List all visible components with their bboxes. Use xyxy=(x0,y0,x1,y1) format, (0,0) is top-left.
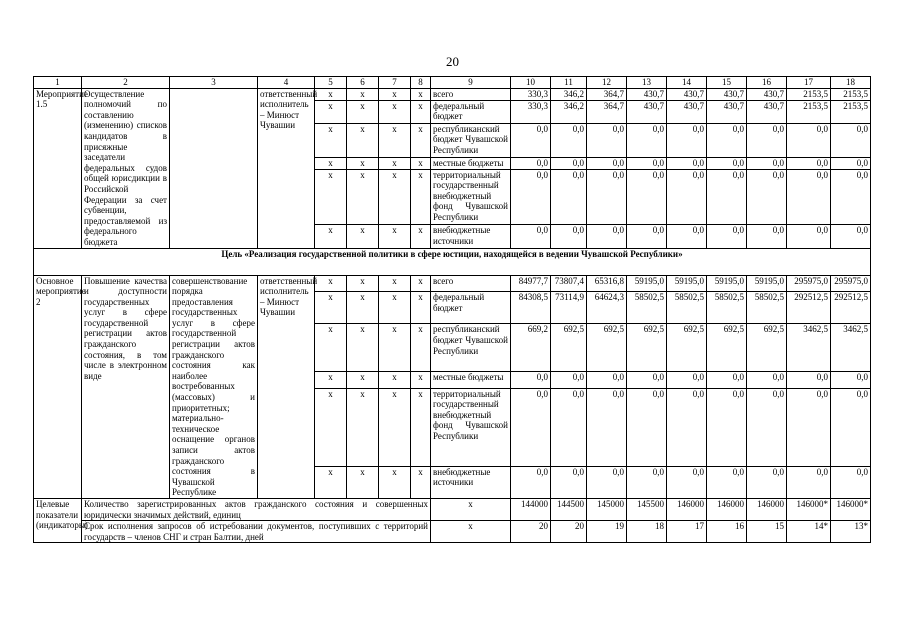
value-cell: 0,0 xyxy=(667,466,707,498)
code-cell: x xyxy=(315,100,347,123)
value-cell: 0,0 xyxy=(787,157,831,169)
value-cell: 0,0 xyxy=(707,157,747,169)
indicator-value: 17 xyxy=(667,521,707,543)
value-cell: 0,0 xyxy=(787,123,831,157)
value-cell: 0,0 xyxy=(667,123,707,157)
value-cell: 692,5 xyxy=(707,324,747,371)
indicators-label: Целевые показатели (индикаторы) xyxy=(34,498,82,542)
indicator-value: 146000 xyxy=(667,498,707,520)
code-cell: x xyxy=(315,123,347,157)
value-cell: 0,0 xyxy=(627,371,667,388)
value-cell: 0,0 xyxy=(707,225,747,248)
value-cell: 0,0 xyxy=(551,157,587,169)
value-cell: 59195,0 xyxy=(747,275,787,292)
indicator-text: Срок исполнения запросов об истребовании документов, поступивших с территорий государств – членов СНГ и стран Балтии, дней xyxy=(82,521,431,543)
funding-source: всего xyxy=(431,88,511,100)
value-cell: 0,0 xyxy=(511,371,551,388)
code-cell: x xyxy=(347,388,379,466)
value-cell: 58502,5 xyxy=(707,292,747,324)
value-cell: 3462,5 xyxy=(787,324,831,371)
value-cell: 0,0 xyxy=(787,225,831,248)
value-cell: 65316,8 xyxy=(587,275,627,292)
funding-source: республиканский бюджет Чувашской Республики xyxy=(431,123,511,157)
funding-source: местные бюджеты xyxy=(431,371,511,388)
value-cell: 0,0 xyxy=(787,388,831,466)
code-cell: x xyxy=(379,371,411,388)
value-cell: 692,5 xyxy=(551,324,587,371)
value-cell: 0,0 xyxy=(831,225,871,248)
code-cell: x xyxy=(347,371,379,388)
responsible-executor: ответственный исполнитель – Минюст Чувашии xyxy=(258,275,315,498)
indicator-value: 144000 xyxy=(511,498,551,520)
indicator-value: 13* xyxy=(831,521,871,543)
code-cell: x xyxy=(379,225,411,248)
indicator-value: 16 xyxy=(707,521,747,543)
column-number: 9 xyxy=(431,77,511,89)
funding-source: территориальный государственный внебюджетный фонд Чувашской Республики xyxy=(431,169,511,225)
value-cell: 0,0 xyxy=(511,225,551,248)
measure-2-row-total xyxy=(34,275,871,292)
code-cell: x xyxy=(315,388,347,466)
indicator-text: Количество зарегистрированных актов гражданского состояния и совершенных юридически значимых действий, единиц xyxy=(82,498,431,520)
code-cell: x xyxy=(379,100,411,123)
column-number: 14 xyxy=(667,77,707,89)
code-cell: x xyxy=(347,466,379,498)
column-number: 8 xyxy=(411,77,431,89)
value-cell: 292512,5 xyxy=(787,292,831,324)
value-cell: 346,2 xyxy=(551,88,587,100)
value-cell: 59195,0 xyxy=(707,275,747,292)
value-cell: 0,0 xyxy=(747,169,787,225)
funding-source: всего xyxy=(431,275,511,292)
code-cell: x xyxy=(379,123,411,157)
value-cell: 0,0 xyxy=(747,123,787,157)
code-cell: x xyxy=(379,466,411,498)
value-cell: 0,0 xyxy=(747,371,787,388)
code-cell: x xyxy=(315,292,347,324)
value-cell: 692,5 xyxy=(587,324,627,371)
value-cell: 430,7 xyxy=(747,88,787,100)
code-cell: x xyxy=(411,100,431,123)
code-cell: x xyxy=(411,388,431,466)
value-cell: 73807,4 xyxy=(551,275,587,292)
code-cell: x xyxy=(379,275,411,292)
funding-source: федеральный бюджет xyxy=(431,292,511,324)
value-cell: 346,2 xyxy=(551,100,587,123)
value-cell: 0,0 xyxy=(587,157,627,169)
column-number: 6 xyxy=(347,77,379,89)
value-cell: 0,0 xyxy=(667,169,707,225)
column-number: 3 xyxy=(170,77,258,89)
value-cell: 0,0 xyxy=(511,157,551,169)
funding-source: федеральный бюджет xyxy=(431,100,511,123)
value-cell: 59195,0 xyxy=(627,275,667,292)
value-cell: 0,0 xyxy=(787,169,831,225)
value-cell: 692,5 xyxy=(747,324,787,371)
value-cell: 2153,5 xyxy=(787,100,831,123)
value-cell: 0,0 xyxy=(747,225,787,248)
value-cell: 292512,5 xyxy=(831,292,871,324)
value-cell: 0,0 xyxy=(831,169,871,225)
value-cell: 430,7 xyxy=(667,88,707,100)
value-cell: 0,0 xyxy=(587,123,627,157)
value-cell: 0,0 xyxy=(707,388,747,466)
value-cell: 669,2 xyxy=(511,324,551,371)
value-cell: 0,0 xyxy=(787,466,831,498)
value-cell: 0,0 xyxy=(511,123,551,157)
measure-participant: совершенствование порядка предоставления государственных услуг в сфере государственной регистрации актов гражданского состояния как наиболее востребованных (массовых) и приоритетных; материально-техническое оснащение органов записи актов гражданского состояния в Чувашской Республике xyxy=(170,275,258,498)
column-number-row xyxy=(34,77,871,89)
measure-participant xyxy=(170,88,258,248)
value-cell: 0,0 xyxy=(747,388,787,466)
code-cell: x xyxy=(411,225,431,248)
column-number: 4 xyxy=(258,77,315,89)
value-cell: 0,0 xyxy=(667,371,707,388)
code-cell: x xyxy=(315,225,347,248)
indicator-row xyxy=(34,521,871,543)
value-cell: 430,7 xyxy=(707,88,747,100)
value-cell: 0,0 xyxy=(587,225,627,248)
value-cell: 0,0 xyxy=(511,466,551,498)
indicator-value: 146000* xyxy=(831,498,871,520)
value-cell: 430,7 xyxy=(747,100,787,123)
code-cell: x xyxy=(347,324,379,371)
funding-source: республиканский бюджет Чувашской Республики xyxy=(431,324,511,371)
code-cell: x xyxy=(315,275,347,292)
value-cell: 0,0 xyxy=(707,371,747,388)
code-cell: x xyxy=(411,169,431,225)
indicator-value: 146000 xyxy=(707,498,747,520)
value-cell: 0,0 xyxy=(747,157,787,169)
code-cell: x xyxy=(347,123,379,157)
value-cell: 0,0 xyxy=(747,466,787,498)
value-cell: 0,0 xyxy=(831,123,871,157)
value-cell: 0,0 xyxy=(627,123,667,157)
value-cell: 0,0 xyxy=(511,388,551,466)
value-cell: 364,7 xyxy=(587,88,627,100)
responsible-executor: ответственный исполнитель – Минюст Чувашии xyxy=(258,88,315,248)
measure-name: Основное мероприятие 2 xyxy=(34,275,82,498)
measure-1-5-row-total xyxy=(34,88,871,100)
value-cell: 0,0 xyxy=(627,466,667,498)
value-cell: 0,0 xyxy=(551,225,587,248)
value-cell: 0,0 xyxy=(707,169,747,225)
column-number: 10 xyxy=(511,77,551,89)
code-cell: x xyxy=(347,100,379,123)
code-cell: x xyxy=(315,371,347,388)
value-cell: 2153,5 xyxy=(831,88,871,100)
measure-description: Осуществление полномочий по составлению (изменению) списков кандидатов в присяжные заседатели федеральных судов общей юрисдикции в Российской Федерации за счет субвенции, предоставляемой из федерального бюджета xyxy=(82,88,170,248)
indicator-value: 20 xyxy=(511,521,551,543)
indicator-row xyxy=(34,498,871,520)
indicator-value: 145500 xyxy=(627,498,667,520)
indicator-value: 146000 xyxy=(747,498,787,520)
value-cell: 0,0 xyxy=(831,371,871,388)
value-cell: 64624,3 xyxy=(587,292,627,324)
column-number: 11 xyxy=(551,77,587,89)
value-cell: 430,7 xyxy=(627,88,667,100)
column-number: 5 xyxy=(315,77,347,89)
indicator-value: 19 xyxy=(587,521,627,543)
value-cell: 0,0 xyxy=(627,388,667,466)
value-cell: 692,5 xyxy=(627,324,667,371)
value-cell: 0,0 xyxy=(667,225,707,248)
goal-row xyxy=(34,248,871,275)
value-cell: 84977,7 xyxy=(511,275,551,292)
value-cell: 0,0 xyxy=(667,157,707,169)
value-cell: 364,7 xyxy=(587,100,627,123)
indicator-value: 14* xyxy=(787,521,831,543)
value-cell: 0,0 xyxy=(831,466,871,498)
value-cell: 0,0 xyxy=(551,169,587,225)
code-cell: x xyxy=(411,157,431,169)
code-cell: x xyxy=(411,466,431,498)
program-table xyxy=(33,76,871,543)
value-cell: 0,0 xyxy=(627,225,667,248)
indicator-value: 146000* xyxy=(787,498,831,520)
value-cell: 0,0 xyxy=(587,466,627,498)
column-number: 15 xyxy=(707,77,747,89)
value-cell: 2153,5 xyxy=(831,100,871,123)
code-cell: x xyxy=(347,169,379,225)
value-cell: 330,3 xyxy=(511,88,551,100)
value-cell: 430,7 xyxy=(627,100,667,123)
column-number: 17 xyxy=(787,77,831,89)
code-cell: x xyxy=(347,225,379,248)
column-number: 18 xyxy=(831,77,871,89)
measure-description: Повышение качества и доступности государственных услуг в сфере государственной регистрации актов гражданского состояния, в том числе в электронном виде xyxy=(82,275,170,498)
code-cell: x xyxy=(315,324,347,371)
indicator-value: 145000 xyxy=(587,498,627,520)
value-cell: 0,0 xyxy=(627,169,667,225)
code-cell: x xyxy=(315,157,347,169)
value-cell: 295975,0 xyxy=(831,275,871,292)
code-cell: x xyxy=(315,88,347,100)
indicator-value: 20 xyxy=(551,521,587,543)
code-cell: x xyxy=(411,324,431,371)
code-cell: x xyxy=(411,275,431,292)
value-cell: 58502,5 xyxy=(627,292,667,324)
value-cell: 84308,5 xyxy=(511,292,551,324)
code-cell: x xyxy=(315,466,347,498)
value-cell: 58502,5 xyxy=(747,292,787,324)
code-cell: x xyxy=(411,123,431,157)
code-cell: x xyxy=(379,388,411,466)
value-cell: 0,0 xyxy=(587,169,627,225)
value-cell: 330,3 xyxy=(511,100,551,123)
indicator-value: 15 xyxy=(747,521,787,543)
funding-source: внебюджетные источники xyxy=(431,225,511,248)
value-cell: 0,0 xyxy=(707,123,747,157)
value-cell: 295975,0 xyxy=(787,275,831,292)
funding-source: местные бюджеты xyxy=(431,157,511,169)
value-cell: 0,0 xyxy=(667,388,707,466)
code-cell: x xyxy=(347,88,379,100)
value-cell: 0,0 xyxy=(831,157,871,169)
value-cell: 0,0 xyxy=(707,466,747,498)
code-cell: x xyxy=(379,169,411,225)
column-number: 16 xyxy=(747,77,787,89)
value-cell: 3462,5 xyxy=(831,324,871,371)
code-cell: x xyxy=(347,275,379,292)
goal-heading: Цель «Реализация государственной политики в сфере юстиции, находящейся в ведении Чувашской Республики» xyxy=(34,248,871,275)
measure-name: Мероприятие 1.5 xyxy=(34,88,82,248)
indicator-mark: x xyxy=(431,521,511,543)
indicator-mark: x xyxy=(431,498,511,520)
value-cell: 58502,5 xyxy=(667,292,707,324)
value-cell: 0,0 xyxy=(627,157,667,169)
value-cell: 0,0 xyxy=(587,388,627,466)
value-cell: 0,0 xyxy=(551,466,587,498)
value-cell: 430,7 xyxy=(667,100,707,123)
value-cell: 73114,9 xyxy=(551,292,587,324)
value-cell: 0,0 xyxy=(787,371,831,388)
page-number: 20 xyxy=(446,54,459,69)
value-cell: 0,0 xyxy=(511,169,551,225)
value-cell: 0,0 xyxy=(551,388,587,466)
value-cell: 692,5 xyxy=(667,324,707,371)
indicator-value: 144500 xyxy=(551,498,587,520)
column-number: 7 xyxy=(379,77,411,89)
value-cell: 0,0 xyxy=(551,371,587,388)
code-cell: x xyxy=(379,324,411,371)
funding-source: внебюджетные источники xyxy=(431,466,511,498)
value-cell: 0,0 xyxy=(551,123,587,157)
code-cell: x xyxy=(347,292,379,324)
code-cell: x xyxy=(379,157,411,169)
value-cell: 2153,5 xyxy=(787,88,831,100)
column-number: 13 xyxy=(627,77,667,89)
funding-source: территориальный государственный внебюджетный фонд Чувашской Республики xyxy=(431,388,511,466)
code-cell: x xyxy=(411,371,431,388)
value-cell: 59195,0 xyxy=(667,275,707,292)
value-cell: 0,0 xyxy=(587,371,627,388)
code-cell: x xyxy=(411,292,431,324)
code-cell: x xyxy=(379,88,411,100)
code-cell: x xyxy=(315,169,347,225)
code-cell: x xyxy=(379,292,411,324)
code-cell: x xyxy=(347,157,379,169)
column-number: 1 xyxy=(34,77,82,89)
value-cell: 430,7 xyxy=(707,100,747,123)
value-cell: 0,0 xyxy=(831,388,871,466)
column-number: 2 xyxy=(82,77,170,89)
code-cell: x xyxy=(411,88,431,100)
column-number: 12 xyxy=(587,77,627,89)
indicator-value: 18 xyxy=(627,521,667,543)
